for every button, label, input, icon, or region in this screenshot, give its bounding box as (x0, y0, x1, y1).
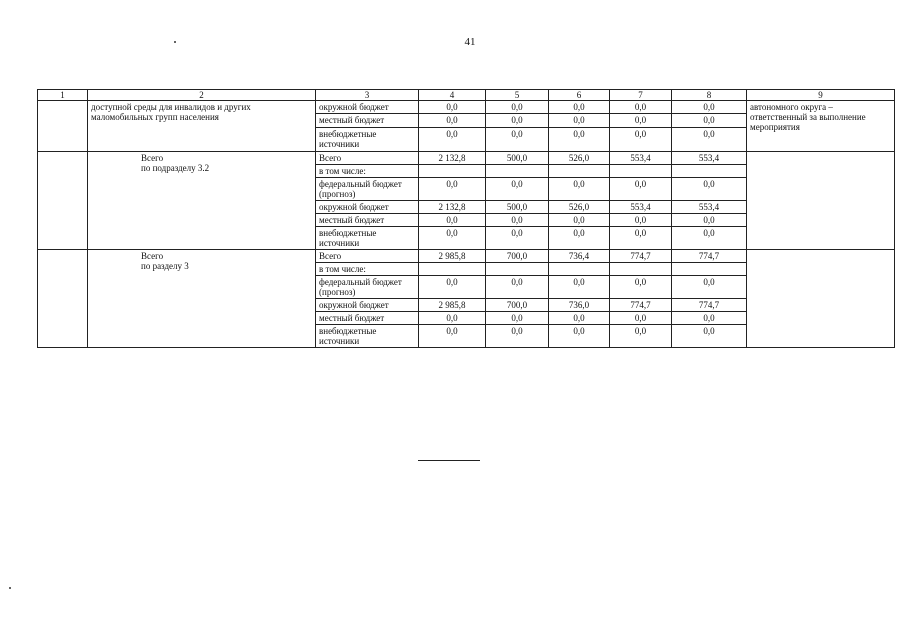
total-subtitle: по разделу 3 (141, 261, 189, 271)
amount-cell: 774,7 (610, 299, 672, 312)
amount-cell: 0,0 (672, 101, 747, 114)
table-row (38, 250, 895, 263)
column-number: 5 (486, 90, 549, 101)
amount-cell: 0,0 (549, 227, 610, 250)
amount-cell (419, 165, 486, 178)
amount-cell: 553,4 (610, 201, 672, 214)
funding-source: окружной бюджет (316, 299, 419, 312)
amount-cell (549, 165, 610, 178)
funding-source: в том числе: (316, 165, 419, 178)
amount-cell (610, 165, 672, 178)
column-number: 9 (747, 90, 895, 101)
amount-cell (672, 165, 747, 178)
amount-cell: 0,0 (419, 227, 486, 250)
total-title: Всего (141, 251, 164, 261)
amount-cell: 0,0 (610, 178, 672, 201)
amount-cell: 0,0 (486, 227, 549, 250)
amount-cell: 0,0 (672, 325, 747, 348)
funding-source: внебюджетные источники (316, 128, 419, 152)
amount-cell: 2 985,8 (419, 250, 486, 263)
amount-cell: 736,4 (549, 250, 610, 263)
row-index-cell (38, 250, 88, 348)
amount-cell: 0,0 (419, 325, 486, 348)
amount-cell: 0,0 (672, 128, 747, 152)
amount-cell: 0,0 (549, 114, 610, 128)
row-index-cell (38, 101, 88, 152)
amount-cell: 0,0 (672, 227, 747, 250)
amount-cell: 0,0 (419, 178, 486, 201)
responsible-text: автономного округа – ответственный за выполнение мероприятия (750, 102, 866, 132)
amount-cell: 0,0 (486, 276, 549, 299)
amount-cell: 0,0 (610, 114, 672, 128)
funding-source: федеральный бюджет (прогноз) (316, 178, 419, 201)
measure-cell (88, 250, 316, 348)
amount-cell: 0,0 (549, 178, 610, 201)
amount-cell: 0,0 (549, 325, 610, 348)
responsible-cell (747, 152, 895, 250)
page-number: 41 (464, 36, 476, 48)
amount-cell: 700,0 (486, 299, 549, 312)
measure-cell (88, 152, 316, 250)
amount-cell: 0,0 (610, 325, 672, 348)
measure-cell (88, 101, 316, 152)
amount-cell: 0,0 (486, 114, 549, 128)
amount-cell: 2 132,8 (419, 152, 486, 165)
amount-cell: 0,0 (486, 128, 549, 152)
amount-cell: 0,0 (486, 325, 549, 348)
amount-cell: 0,0 (549, 276, 610, 299)
amount-cell: 500,0 (486, 152, 549, 165)
column-number: 6 (549, 90, 610, 101)
column-number: 7 (610, 90, 672, 101)
amount-cell: 0,0 (486, 214, 549, 227)
amount-cell: 0,0 (486, 178, 549, 201)
amount-cell: 0,0 (672, 214, 747, 227)
column-number: 4 (419, 90, 486, 101)
amount-cell (486, 263, 549, 276)
column-number-row (38, 90, 895, 101)
column-number: 1 (38, 90, 88, 101)
amount-cell: 553,4 (610, 152, 672, 165)
amount-cell: 0,0 (549, 128, 610, 152)
amount-cell (486, 165, 549, 178)
amount-cell: 526,0 (549, 152, 610, 165)
amount-cell: 0,0 (419, 101, 486, 114)
amount-cell: 553,4 (672, 152, 747, 165)
column-number: 8 (672, 90, 747, 101)
amount-cell: 0,0 (549, 214, 610, 227)
amount-cell (549, 263, 610, 276)
funding-source: внебюджетные источники (316, 227, 419, 250)
amount-cell: 500,0 (486, 201, 549, 214)
column-number: 3 (316, 90, 419, 101)
amount-cell: 0,0 (610, 227, 672, 250)
amount-cell: 0,0 (672, 276, 747, 299)
amount-cell (672, 263, 747, 276)
funding-source: Всего (316, 250, 419, 263)
end-of-section-rule (418, 460, 480, 461)
amount-cell (610, 263, 672, 276)
amount-cell: 0,0 (486, 101, 549, 114)
column-number: 2 (88, 90, 316, 101)
amount-cell: 0,0 (610, 214, 672, 227)
responsible-cell (747, 101, 895, 152)
amount-cell: 0,0 (419, 114, 486, 128)
amount-cell: 2 132,8 (419, 201, 486, 214)
amount-cell: 700,0 (486, 250, 549, 263)
scan-speck (174, 41, 176, 43)
amount-cell: 0,0 (672, 114, 747, 128)
scan-speck (9, 587, 11, 589)
total-subtitle: по подразделу 3.2 (141, 163, 210, 173)
amount-cell: 0,0 (419, 128, 486, 152)
amount-cell: 0,0 (610, 276, 672, 299)
responsible-cell (747, 250, 895, 348)
row-index-cell (38, 152, 88, 250)
funding-source: окружной бюджет (316, 101, 419, 114)
amount-cell: 736,0 (549, 299, 610, 312)
funding-source: местный бюджет (316, 214, 419, 227)
amount-cell: 774,7 (610, 250, 672, 263)
amount-cell: 0,0 (486, 312, 549, 325)
funding-source: местный бюджет (316, 114, 419, 128)
amount-cell: 0,0 (610, 101, 672, 114)
funding-source: внебюджетные источники (316, 325, 419, 348)
amount-cell: 0,0 (672, 312, 747, 325)
funding-source: Всего (316, 152, 419, 165)
amount-cell: 774,7 (672, 250, 747, 263)
table-row (38, 101, 895, 114)
amount-cell: 526,0 (549, 201, 610, 214)
amount-cell: 0,0 (610, 312, 672, 325)
funding-source: в том числе: (316, 263, 419, 276)
amount-cell: 0,0 (419, 312, 486, 325)
amount-cell: 0,0 (419, 276, 486, 299)
total-title: Всего (141, 153, 164, 163)
funding-source: местный бюджет (316, 312, 419, 325)
amount-cell: 553,4 (672, 201, 747, 214)
budget-table (37, 89, 895, 348)
amount-cell: 0,0 (610, 128, 672, 152)
amount-cell: 0,0 (419, 214, 486, 227)
amount-cell: 774,7 (672, 299, 747, 312)
amount-cell (419, 263, 486, 276)
funding-source: окружной бюджет (316, 201, 419, 214)
table-row (38, 152, 895, 165)
amount-cell: 0,0 (549, 312, 610, 325)
funding-source: федеральный бюджет (прогноз) (316, 276, 419, 299)
amount-cell: 0,0 (549, 101, 610, 114)
amount-cell: 2 985,8 (419, 299, 486, 312)
amount-cell: 0,0 (672, 178, 747, 201)
measure-description: доступной среды для инвалидов и других маломобильных групп населения (91, 102, 251, 122)
